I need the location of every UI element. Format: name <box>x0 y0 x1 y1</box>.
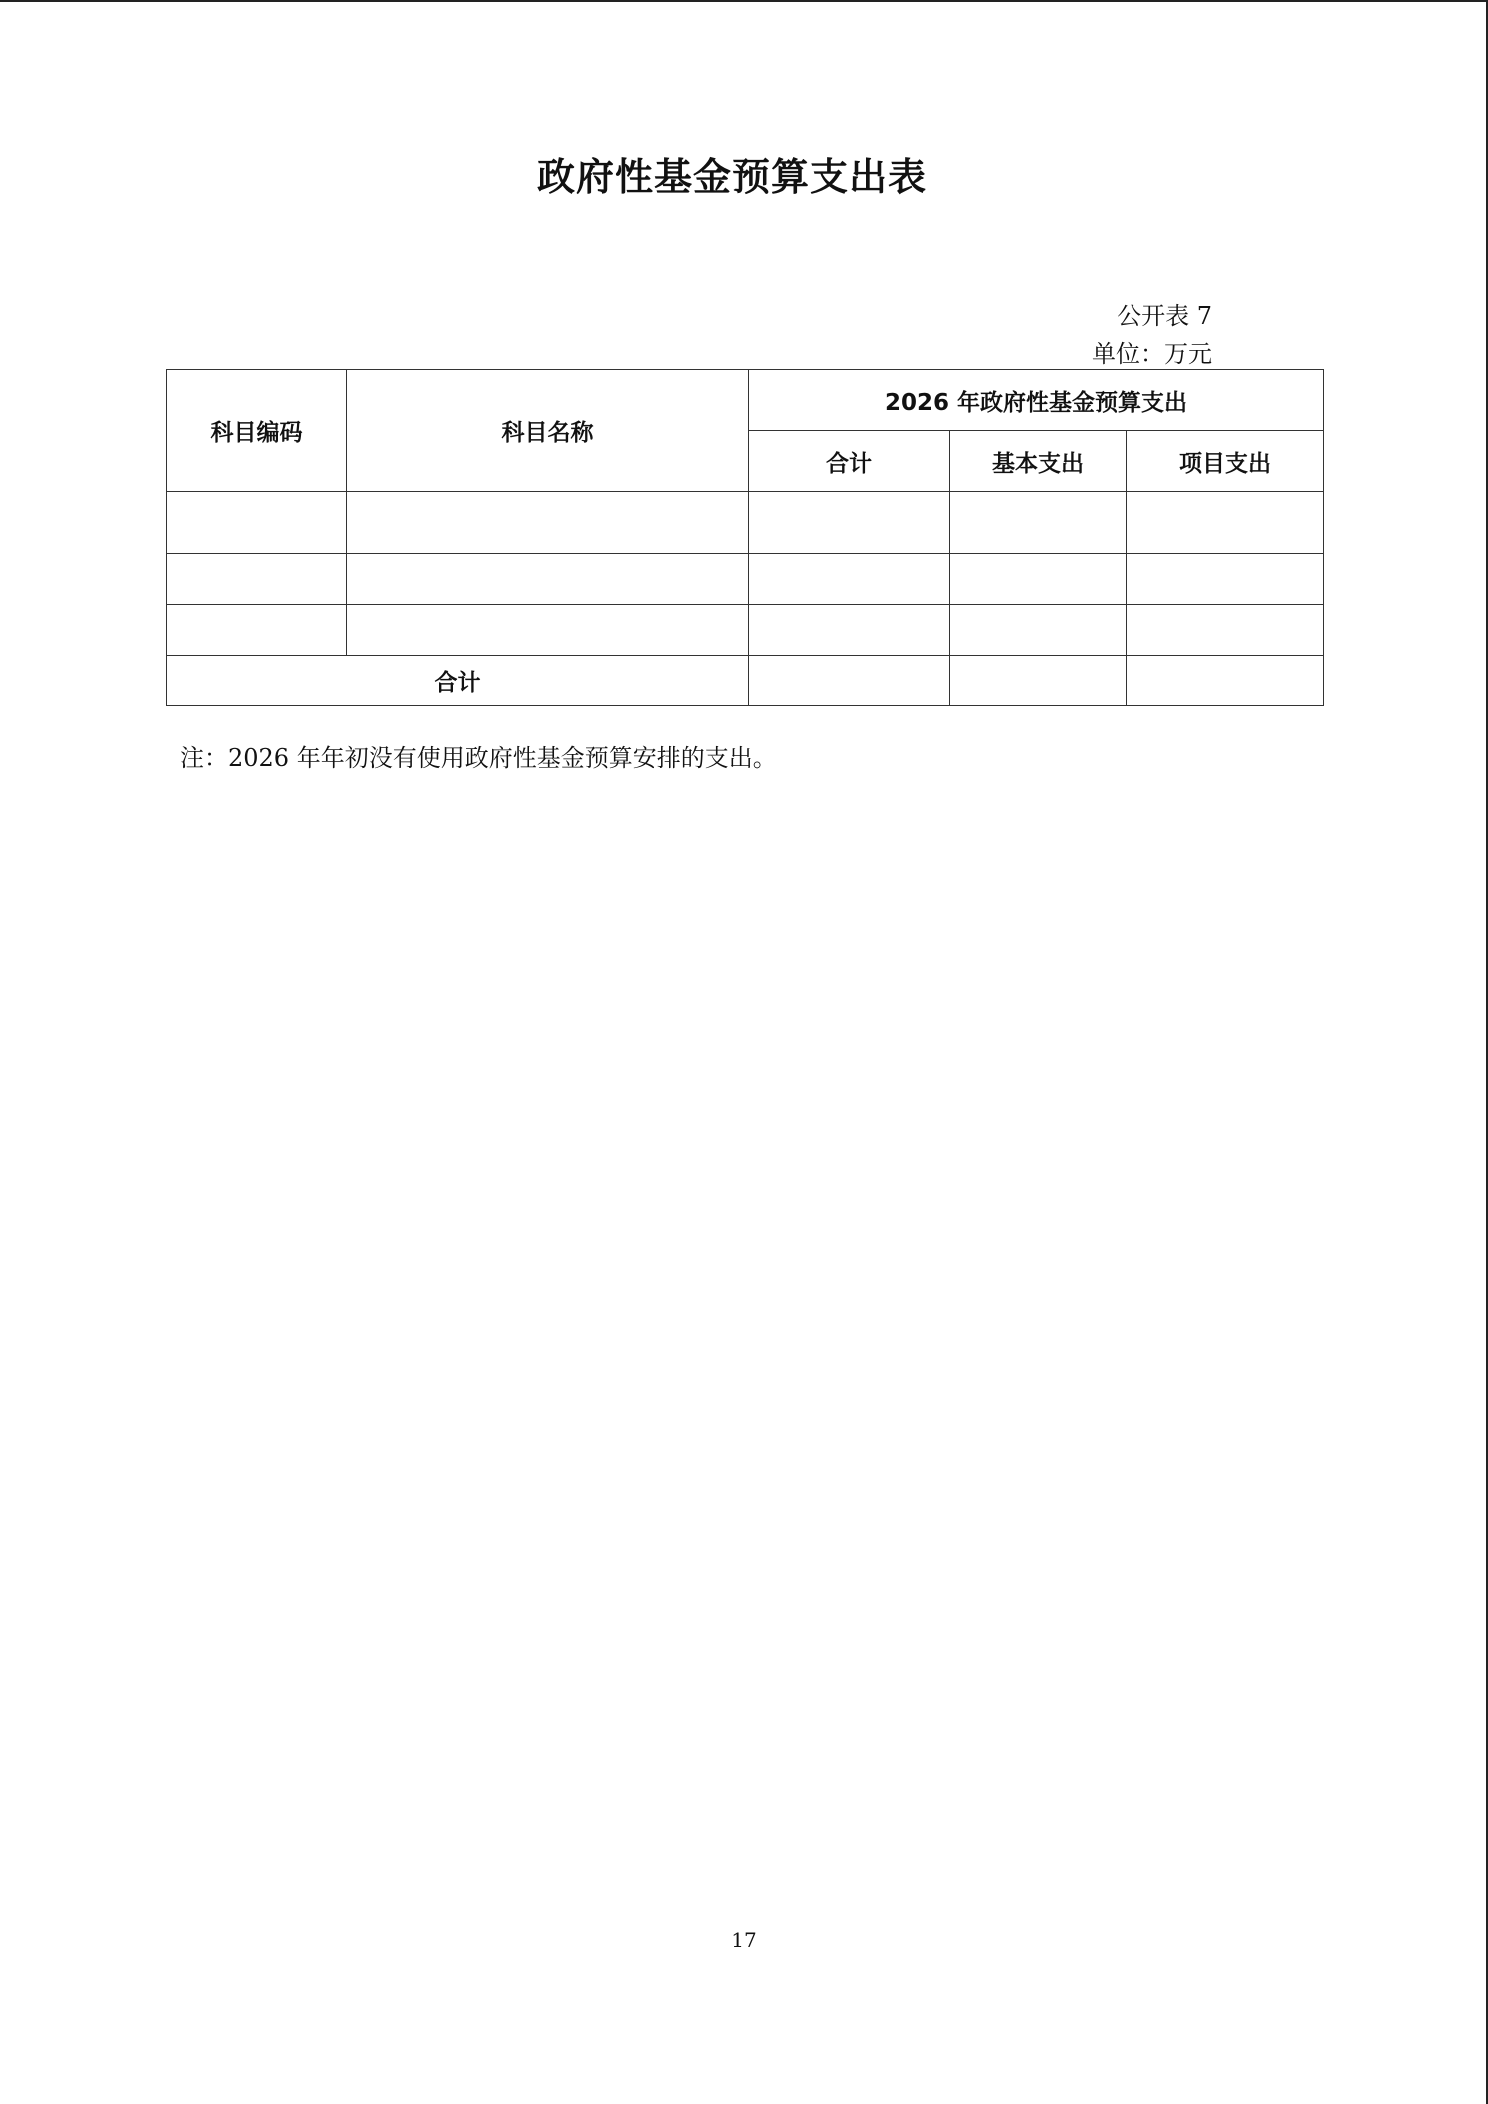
table-total-row <box>167 656 1324 706</box>
cell-code <box>167 492 347 554</box>
header-total: 合计 <box>749 431 950 492</box>
table-header-row <box>167 370 1324 431</box>
total-project <box>1127 656 1324 706</box>
page-number: 17 <box>731 1928 757 1952</box>
cell-code <box>167 554 347 605</box>
cell-name <box>347 554 749 605</box>
cell-total <box>749 554 950 605</box>
cell-name <box>347 492 749 554</box>
header-project: 项目支出 <box>1127 431 1324 492</box>
header-code: 科目编码 <box>167 370 347 492</box>
cell-project <box>1127 554 1324 605</box>
total-basic <box>950 656 1127 706</box>
header-basic: 基本支出 <box>950 431 1127 492</box>
table-row <box>167 492 1324 554</box>
unit-label: 单位：万元 <box>1092 340 1212 368</box>
cell-basic <box>950 554 1127 605</box>
header-group: 2026 年政府性基金预算支出 <box>749 370 1324 431</box>
table-note: 注：2026 年年初没有使用政府性基金预算安排的支出。 <box>180 744 777 772</box>
cell-total <box>749 605 950 656</box>
table-row <box>167 554 1324 605</box>
cell-basic <box>950 605 1127 656</box>
table-row <box>167 605 1324 656</box>
cell-code <box>167 605 347 656</box>
budget-table <box>166 369 1324 706</box>
total-sum <box>749 656 950 706</box>
cell-project <box>1127 605 1324 656</box>
cell-name <box>347 605 749 656</box>
total-label: 合计 <box>167 656 749 706</box>
cell-basic <box>950 492 1127 554</box>
form-number: 公开表 7 <box>1117 302 1212 330</box>
page-title: 政府性基金预算支出表 <box>536 155 927 199</box>
cell-total <box>749 492 950 554</box>
header-name: 科目名称 <box>347 370 749 492</box>
cell-project <box>1127 492 1324 554</box>
